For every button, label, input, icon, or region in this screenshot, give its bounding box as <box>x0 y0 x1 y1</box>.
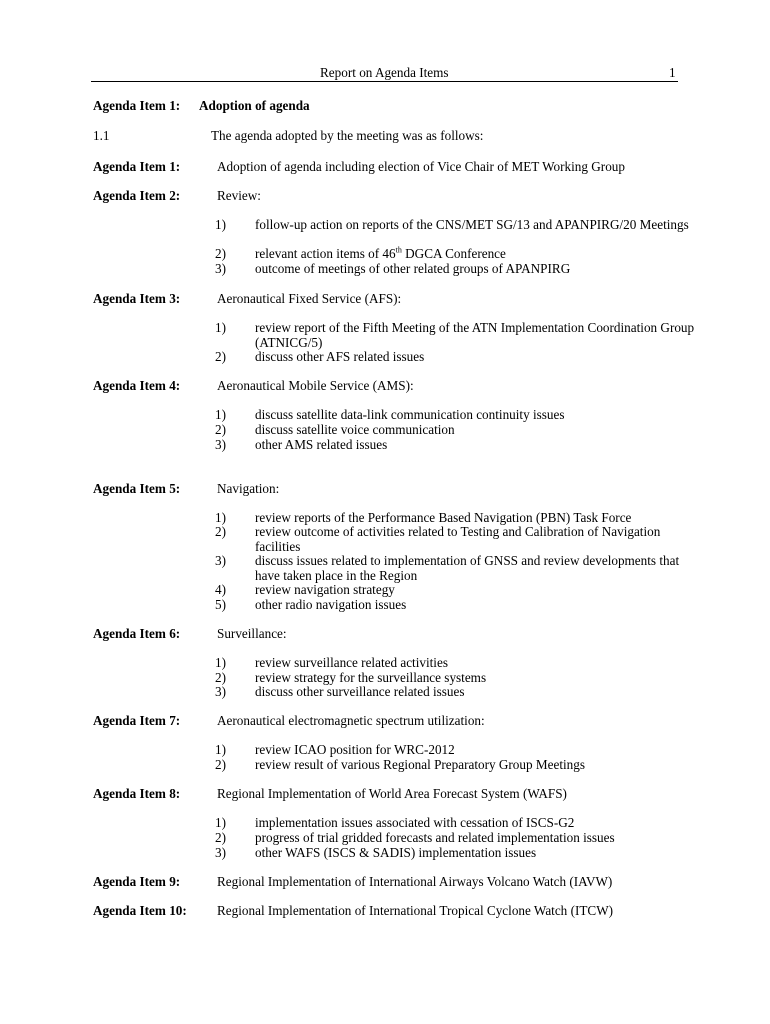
para-number: 1.1 <box>93 128 110 143</box>
list-number: 2) <box>215 757 226 772</box>
list-text: other radio navigation issues <box>255 597 407 612</box>
list-number: 1) <box>215 217 226 232</box>
list-text: implementation issues associated with cessation of ISCS-G2 <box>255 815 575 830</box>
list-text: review ICAO position for WRC-2012 <box>255 742 455 757</box>
list-text: other AMS related issues <box>255 437 388 452</box>
list-text: discuss other AFS related issues <box>255 349 425 364</box>
list-text: review strategy for the surveillance systems <box>255 670 487 685</box>
list-number: 3) <box>215 553 226 568</box>
list-text: progress of trial gridded forecasts and related implementation issues <box>255 830 615 845</box>
agenda-item-title: Regional Implementation of International Airways Volcano Watch (IAVW) <box>217 874 613 889</box>
list-text: follow-up action on reports of the CNS/MET SG/13 and APANPIRG/20 Meetings <box>255 217 689 232</box>
page-number: 1 <box>669 65 676 80</box>
intro-label: Agenda Item 1: <box>93 98 181 113</box>
agenda-item-label: Agenda Item 3: <box>93 291 181 306</box>
agenda-item-label: Agenda Item 7: <box>93 713 181 728</box>
agenda-item-title: Aeronautical electromagnetic spectrum utilization: <box>217 713 485 728</box>
list-text: review surveillance related activities <box>255 655 448 670</box>
list-number: 1) <box>215 407 226 422</box>
list-number: 3) <box>215 261 226 276</box>
list-text: other WAFS (ISCS & SADIS) implementation issues <box>255 845 537 860</box>
header-title: Report on Agenda Items <box>320 65 449 80</box>
agenda-item-label: Agenda Item 9: <box>93 874 181 889</box>
list-number: 1) <box>215 815 226 830</box>
agenda-item-title: Aeronautical Fixed Service (AFS): <box>217 291 402 306</box>
agenda-item-label: Agenda Item 1: <box>93 159 181 174</box>
agenda-item-title: Adoption of agenda including election of Vice Chair of MET Working Group <box>217 159 625 174</box>
list-number: 5) <box>215 597 226 612</box>
list-number: 3) <box>215 437 226 452</box>
list-number: 2) <box>215 422 226 437</box>
agenda-item-label: Agenda Item 8: <box>93 786 181 801</box>
agenda-item-label: Agenda Item 5: <box>93 481 181 496</box>
list-number: 3) <box>215 845 226 860</box>
agenda-item-label: Agenda Item 4: <box>93 378 181 393</box>
agenda-item-title: Review: <box>217 188 261 203</box>
list-number: 4) <box>215 582 226 597</box>
para-text: The agenda adopted by the meeting was as follows: <box>211 128 484 143</box>
list-number: 2) <box>215 830 226 845</box>
list-text: review reports of the Performance Based Navigation (PBN) Task Force <box>255 510 632 525</box>
agenda-item-label: Agenda Item 2: <box>93 188 181 203</box>
list-number: 2) <box>215 246 226 261</box>
list-number: 2) <box>215 670 226 685</box>
list-text: discuss other surveillance related issues <box>255 684 465 699</box>
agenda-item-title: Regional Implementation of World Area Forecast System (WAFS) <box>217 786 567 801</box>
list-number: 2) <box>215 524 226 539</box>
list-text: review outcome of activities related to Testing and Calibration of Navigation facilities <box>255 524 661 554</box>
superscript: th <box>395 245 402 255</box>
intro-title: Adoption of agenda <box>199 98 310 113</box>
list-text: discuss satellite data-link communication continuity issues <box>255 407 565 422</box>
list-number: 3) <box>215 684 226 699</box>
list-text: outcome of meetings of other related groups of APANPIRG <box>255 261 571 276</box>
list-text: relevant action items of 46th DGCA Conference <box>255 245 506 261</box>
agenda-item-label: Agenda Item 10: <box>93 903 187 918</box>
agenda-item-title: Navigation: <box>217 481 280 496</box>
list-number: 1) <box>215 320 226 335</box>
list-text: review report of the Fifth Meeting of the ATN Implementation Coordination Group (ATNICG/5) <box>255 320 695 350</box>
list-number: 1) <box>215 510 226 525</box>
agenda-item-label: Agenda Item 6: <box>93 626 181 641</box>
list-text: review result of various Regional Preparatory Group Meetings <box>255 757 585 772</box>
list-text: discuss satellite voice communication <box>255 422 455 437</box>
list-number: 1) <box>215 742 226 757</box>
header-rule <box>91 81 678 82</box>
agenda-item-title: Aeronautical Mobile Service (AMS): <box>217 378 414 393</box>
agenda-item-title: Surveillance: <box>217 626 287 641</box>
list-number: 1) <box>215 655 226 670</box>
list-text: discuss issues related to implementation of GNSS and review developments that have taken place in the Region <box>255 553 680 583</box>
list-text: review navigation strategy <box>255 582 395 597</box>
list-number: 2) <box>215 349 226 364</box>
agenda-item-title: Regional Implementation of International Tropical Cyclone Watch (ITCW) <box>217 903 614 918</box>
